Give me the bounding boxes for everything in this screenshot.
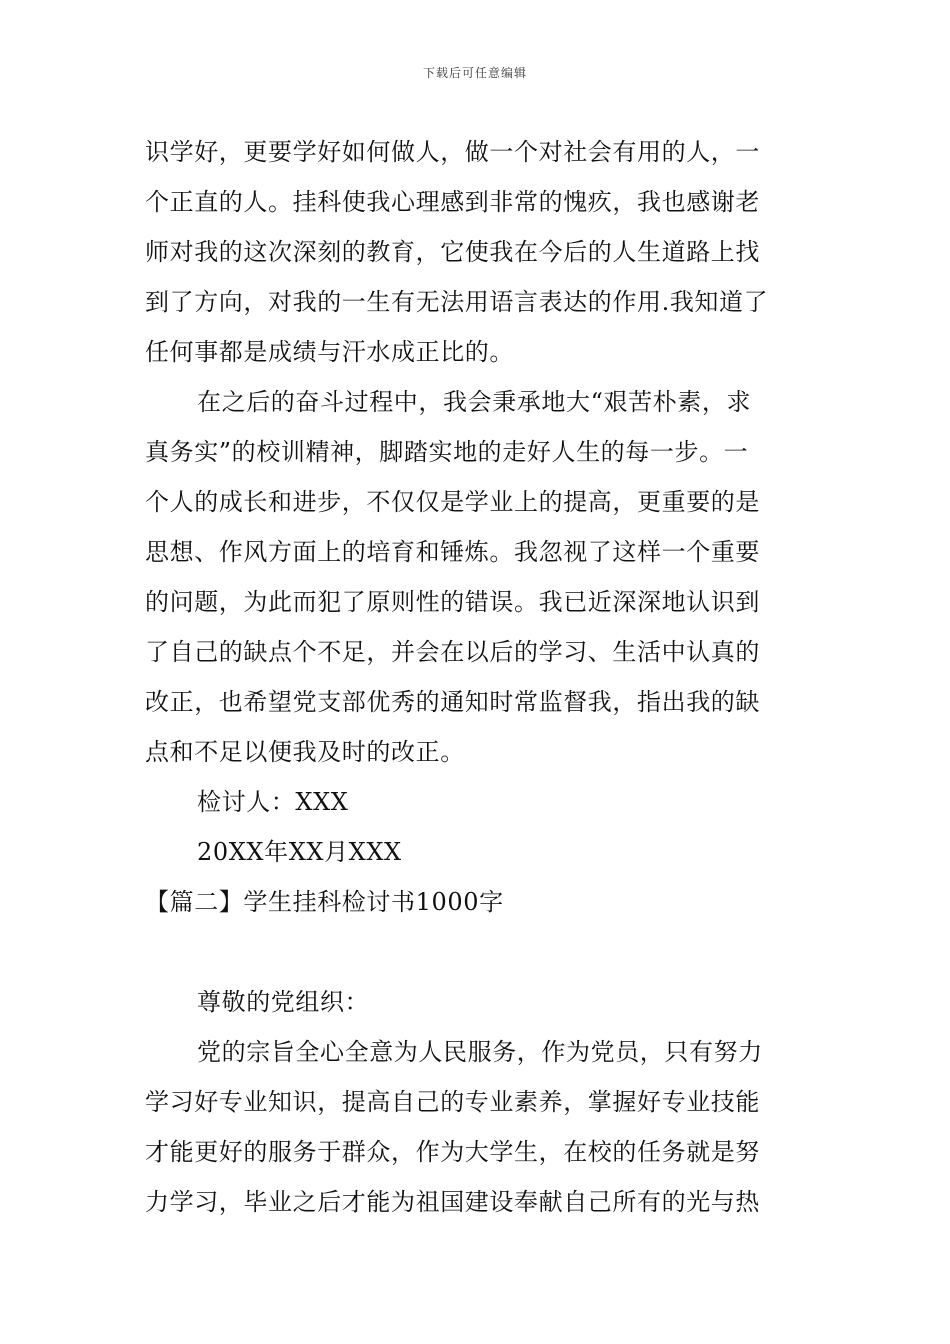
text-line: 个正直的人。挂科使我心理感到非常的愧疚，我也感谢老 [145, 188, 760, 216]
salutation: 尊敬的党组织： [197, 988, 370, 1016]
text-line: 真务实”的校训精神，脚踏实地的走好人生的每一步。一 [145, 438, 749, 466]
paragraph-1 [145, 127, 807, 377]
text-line: 改正，也希望党支部优秀的通知时常监督我，指出我的缺 [145, 688, 760, 716]
text-line: 力学习，毕业之后才能为祖国建设奉献自己所有的光与热 [145, 1188, 760, 1216]
document-body [145, 127, 807, 1227]
paragraph-3 [145, 1027, 807, 1227]
text-line: 个人的成长和进步，不仅仅是学业上的提高，更重要的是 [145, 488, 760, 516]
paragraph-2 [145, 377, 807, 777]
text-line: 在之后的奋斗过程中，我会秉承地大“艰苦朴素，求 [197, 388, 752, 416]
blank-gap [145, 927, 807, 977]
text-line: 的问题，为此而犯了原则性的错误。我已近深深地认识到 [145, 588, 760, 616]
section-title: 【篇二】学生挂科检讨书1000字 [145, 888, 504, 916]
text-line: 党的宗旨全心全意为人民服务，作为党员，只有努力 [197, 1038, 763, 1066]
text-line: 了自己的缺点个不足，并会在以后的学习、生活中认真的 [145, 638, 760, 666]
text-line: 识学好，更要学好如何做人，做一个对社会有用的人，一 [145, 138, 760, 166]
date: 20XX年XX月XXX [197, 838, 402, 866]
text-line: 才能更好的服务于群众，作为大学生，在校的任务就是努 [145, 1138, 760, 1166]
text-line: 学习好专业知识，提高自己的专业素养，掌握好专业技能 [145, 1088, 760, 1116]
text-line: 到了方向，对我的一生有无法用语言表达的作用.我知道了 [145, 288, 769, 316]
text-line: 点和不足以便我及时的改正。 [145, 738, 465, 766]
signature: 检讨人：XXX [197, 788, 349, 816]
page-header-note: 下载后可任意编辑 [422, 66, 527, 80]
text-line: 师对我的这次深刻的教育，它使我在今后的人生道路上找 [145, 238, 760, 266]
text-line: 思想、作风方面上的培育和锤炼。我忽视了这样一个重要 [145, 538, 760, 566]
text-line: 任何事都是成绩与汗水成正比的。 [145, 338, 514, 366]
